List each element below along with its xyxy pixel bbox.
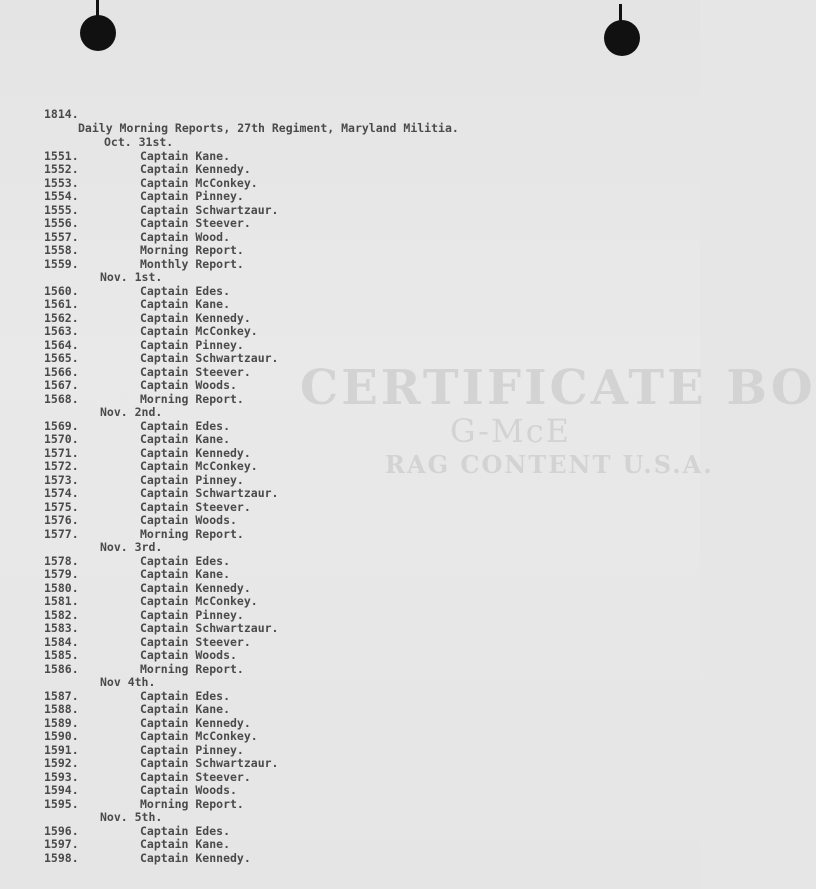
- entry-text: Morning Report.: [140, 243, 244, 257]
- entry-number: 1558.: [44, 243, 79, 257]
- entry-text: Captain Schwartzaur.: [140, 756, 279, 770]
- entry-number: 1591.: [44, 742, 79, 757]
- entry-text: Monthly Report.: [140, 256, 244, 271]
- box-number: 1814.: [44, 107, 79, 121]
- entry-number: 1585.: [44, 648, 79, 662]
- entry-text: Captain Kennedy.: [140, 162, 251, 176]
- entry-text: Captain McConkey.: [140, 459, 258, 473]
- entry-text: Captain Edes.: [140, 688, 231, 703]
- entry-text: Captain Pinney.: [140, 607, 244, 622]
- entry-number: 1594.: [44, 783, 79, 797]
- entry-text: Captain Kane.: [140, 702, 231, 716]
- entry-text: Morning Report.: [140, 796, 244, 811]
- entry-number: 1587.: [44, 688, 79, 703]
- entry-text: Captain Kennedy.: [140, 715, 251, 730]
- entry-text: Captain Wood.: [140, 229, 231, 244]
- entry-text: Captain Pinney.: [140, 337, 244, 352]
- entry-number: 1575.: [44, 499, 79, 514]
- entry-number: 1590.: [44, 729, 79, 743]
- entry-text: Morning Report.: [140, 391, 244, 406]
- entry-number: 1589.: [44, 715, 79, 730]
- section-date: Nov. 5th.: [100, 810, 163, 824]
- entry-number: 1586.: [44, 661, 79, 676]
- entry-text: Captain Kane.: [140, 567, 231, 581]
- entry-text: Captain Kennedy.: [140, 850, 251, 865]
- entry-text: Captain Edes.: [140, 553, 231, 568]
- entry-number: 1560.: [44, 283, 79, 298]
- entry-text: Captain Edes.: [140, 823, 231, 838]
- entry-text: Captain McConkey.: [140, 175, 258, 190]
- entry-number: 1569.: [44, 418, 79, 433]
- entry-text: Captain Schwartzaur.: [140, 621, 279, 635]
- entry-number: 1568.: [44, 391, 79, 406]
- entry-text: Captain Kane.: [140, 297, 231, 311]
- entry-number: 1573.: [44, 472, 79, 487]
- section-date: Oct. 31st.: [104, 135, 174, 149]
- entry-text: Captain Pinney.: [140, 472, 244, 487]
- entry-number: 1574.: [44, 486, 79, 500]
- entry-number: 1552.: [44, 162, 79, 176]
- section-date: Nov. 1st.: [100, 270, 163, 284]
- entry-number: 1551.: [44, 148, 79, 163]
- entry-text: Captain Steever.: [140, 634, 251, 649]
- entry-number: 1588.: [44, 702, 79, 716]
- entry-number: 1565.: [44, 351, 79, 365]
- entry-text: Captain Edes.: [140, 283, 231, 298]
- entry-text: Captain McConkey.: [140, 594, 258, 608]
- entry-text: Captain Steever.: [140, 216, 251, 230]
- entry-number: 1578.: [44, 553, 79, 568]
- entry-text: Captain McConkey.: [140, 324, 258, 338]
- entry-number: 1562.: [44, 310, 79, 325]
- section-date: Nov. 2nd.: [100, 405, 163, 419]
- entry-number: 1567.: [44, 378, 79, 392]
- entry-number: 1563.: [44, 324, 79, 338]
- entry-number: 1577.: [44, 526, 79, 541]
- entry-number: 1556.: [44, 216, 79, 230]
- entry-text: Captain Woods.: [140, 513, 237, 527]
- entry-text: Captain Woods.: [140, 783, 237, 797]
- entry-number: 1561.: [44, 297, 79, 311]
- entry-text: Captain Edes.: [140, 418, 231, 433]
- entry-text: Captain Woods.: [140, 378, 237, 392]
- entry-number: 1580.: [44, 580, 79, 595]
- entry-text: Captain Kane.: [140, 432, 231, 446]
- entry-number: 1553.: [44, 175, 79, 190]
- watermark-line-1: CERTIFICATE BO: [300, 360, 816, 416]
- section-date: Nov 4th.: [100, 675, 156, 689]
- entry-text: Morning Report.: [140, 661, 244, 676]
- entry-text: Captain Pinney.: [140, 742, 244, 757]
- entry-number: 1584.: [44, 634, 79, 649]
- entry-text: Captain Kane.: [140, 148, 231, 163]
- entry-number: 1570.: [44, 432, 79, 446]
- watermark-line-3: RAG CONTENT U.S.A.: [385, 450, 714, 479]
- entry-number: 1572.: [44, 459, 79, 473]
- entry-text: Captain Kane.: [140, 837, 231, 851]
- entry-number: 1596.: [44, 823, 79, 838]
- entry-text: Captain Schwartzaur.: [140, 486, 279, 500]
- entry-number: 1592.: [44, 756, 79, 770]
- entry-text: Captain Woods.: [140, 648, 237, 662]
- watermark-line-2: G-McE: [450, 412, 572, 450]
- entry-text: Captain Steever.: [140, 499, 251, 514]
- entry-number: 1576.: [44, 513, 79, 527]
- entry-number: 1579.: [44, 567, 79, 581]
- entry-text: Captain McConkey.: [140, 729, 258, 743]
- entry-number: 1582.: [44, 607, 79, 622]
- entry-number: 1597.: [44, 837, 79, 851]
- entry-number: 1566.: [44, 364, 79, 379]
- entry-number: 1557.: [44, 229, 79, 244]
- entry-text: Captain Steever.: [140, 769, 251, 784]
- entry-number: 1581.: [44, 594, 79, 608]
- entry-number: 1593.: [44, 769, 79, 784]
- entry-number: 1559.: [44, 256, 79, 271]
- entry-number: 1564.: [44, 337, 79, 352]
- section-date: Nov. 3rd.: [100, 540, 163, 554]
- entry-text: Captain Steever.: [140, 364, 251, 379]
- entry-text: Captain Kennedy.: [140, 310, 251, 325]
- entry-number: 1598.: [44, 850, 79, 865]
- entry-text: Captain Schwartzaur.: [140, 351, 279, 365]
- entry-text: Captain Schwartzaur.: [140, 202, 279, 217]
- entry-text: Morning Report.: [140, 526, 244, 541]
- entry-text: Captain Kennedy.: [140, 580, 251, 595]
- entry-number: 1571.: [44, 445, 79, 460]
- entry-text: Captain Kennedy.: [140, 445, 251, 460]
- entry-number: 1554.: [44, 189, 79, 203]
- document-title: Daily Morning Reports, 27th Regiment, Maryland Militia.: [78, 121, 459, 135]
- entry-number: 1555.: [44, 202, 79, 217]
- entry-number: 1595.: [44, 796, 79, 811]
- entry-text: Captain Pinney.: [140, 189, 244, 203]
- entry-number: 1583.: [44, 621, 79, 635]
